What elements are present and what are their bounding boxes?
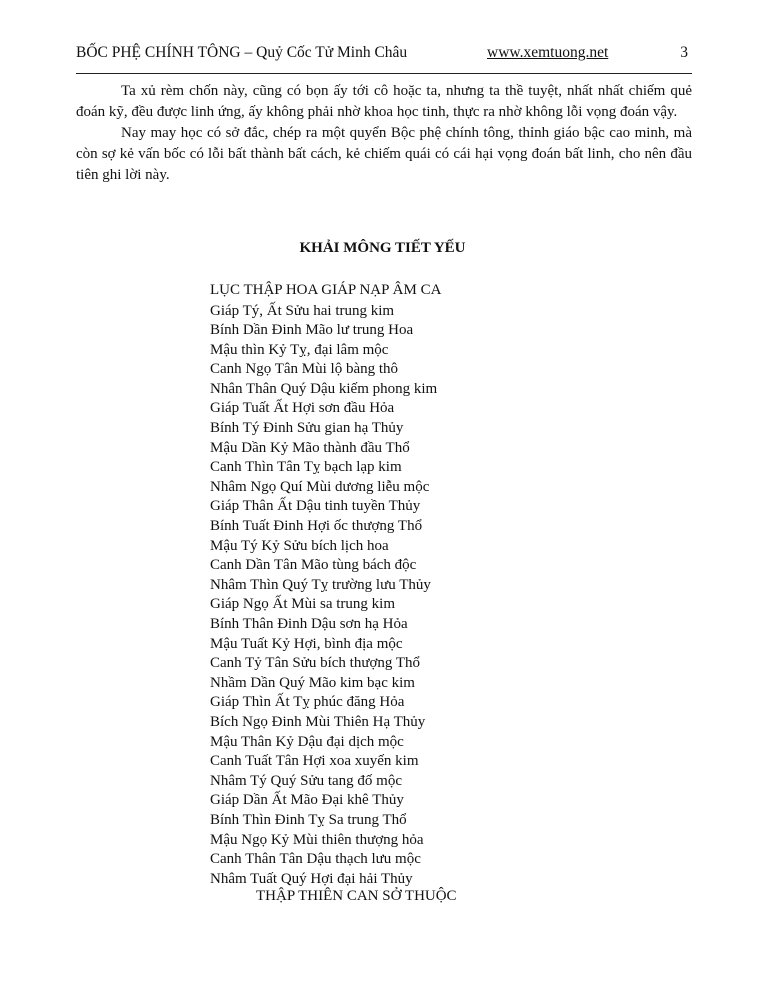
intro-paragraph: Ta xủ rèm chốn này, cũng có bọn ấy tới cô hoặc ta, nhưng ta thề tuyệt, nhất nhất chiếm quẻ đoán kỹ, đều được linh ứng, ấy không phải nhờ khoa học tinh, thực ra nhờ không lỗi vọng đoán vậy. bbox=[76, 83, 692, 120]
verse-line: Giáp Thân Ất Dậu tinh tuyền Thủy bbox=[210, 498, 421, 515]
verse-line: Canh Dần Tân Mão tùng bách độc bbox=[210, 557, 417, 574]
verse-line: Canh Thìn Tân Tỵ bạch lạp kim bbox=[210, 459, 402, 476]
verse-line: Giáp Ngọ Ất Mùi sa trung kim bbox=[210, 596, 395, 613]
verse-line: Bích Ngọ Đinh Mùi Thiên Hạ Thủy bbox=[210, 713, 426, 730]
verse-line: Giáp Thìn Ất Tỵ phúc đăng Hỏa bbox=[210, 694, 405, 711]
document-title: BỐC PHỆ CHÍNH TÔNG – Quỷ Cốc Tử Minh Châu bbox=[76, 44, 408, 61]
verse-line: Nhân Thân Quý Dậu kiếm phong kim bbox=[210, 380, 438, 397]
verse-line: Mậu Dần Kỷ Mão thành đầu Thổ bbox=[210, 439, 410, 456]
verse-line: Mậu Tý Kỷ Sửu bích lịch hoa bbox=[210, 537, 389, 554]
verse-line: Nhâm Ngọ Quí Mùi dương liễu mộc bbox=[210, 478, 430, 495]
verse-line: Giáp Dần Ất Mão Đại khê Thủy bbox=[210, 792, 404, 809]
section-heading bbox=[0, 240, 765, 257]
verse-line: Canh Ngọ Tân Mùi lộ bàng thô bbox=[210, 361, 399, 378]
verse-title: LỤC THẬP HOA GIÁP NẠP ÂM CA bbox=[210, 282, 442, 298]
verse-line: Giáp Tý, Ất Sửu hai trung kim bbox=[210, 302, 395, 319]
verse-line: Bính Tuất Đinh Hợi ốc thượng Thổ bbox=[210, 518, 423, 535]
verse-line: Giáp Tuất Ất Hợi sơn đầu Hỏa bbox=[210, 400, 395, 417]
verse-line: Nhâm Tuất Quý Hợi đại hải Thủy bbox=[210, 870, 413, 887]
verse-line: Bính Thân Đinh Dậu sơn hạ Hỏa bbox=[210, 616, 408, 632]
verse-line: Bính Tý Đinh Sửu gian hạ Thủy bbox=[210, 420, 404, 437]
verse-line: Bính Dần Đinh Mão lư trung Hoa bbox=[210, 322, 414, 339]
header-divider bbox=[76, 73, 692, 74]
verse-line: Nhầm Dần Quý Mão kim bạc kim bbox=[210, 674, 415, 691]
verse-line: Nhâm Thìn Quý Tỵ trường lưu Thủy bbox=[210, 576, 431, 593]
verse-list bbox=[210, 302, 437, 890]
verse-line: Canh Thân Tân Dậu thạch lưu mộc bbox=[210, 851, 421, 868]
subheading: THẬP THIÊN CAN SỞ THUỘC bbox=[256, 888, 457, 904]
verse-line: Canh Tỷ Tân Sửu bích thượng Thổ bbox=[210, 655, 421, 672]
verse-line: Mậu thìn Kỷ Tỵ, đại lâm mộc bbox=[210, 341, 389, 358]
intro-paragraph: Nay may học có sở đắc, chép ra một quyển Bộc phệ chính tông, thỉnh giáo bậc cao minh, mà còn sợ kẻ vấn bốc có lỗi bất thành bất cách, kẻ chiếm quái có cái hại vọng đoán bất linh, cho nên đầu tiên ghi lời này. bbox=[76, 125, 692, 183]
section-heading-text: KHẢI MÔNG TIẾT YẾU bbox=[299, 240, 466, 256]
page-number: 3 bbox=[680, 44, 688, 61]
verse-line: Mậu Ngọ Kỷ Mùi thiên thượng hỏa bbox=[210, 831, 424, 848]
page-header bbox=[76, 44, 692, 70]
intro-text bbox=[76, 81, 692, 186]
verse-line: Canh Tuất Tân Hợi xoa xuyến kim bbox=[210, 753, 419, 770]
verse-line: Nhâm Tý Quý Sửu tang đố mộc bbox=[210, 772, 403, 789]
verse-line: Mậu Thân Kỷ Dậu đại dịch mộc bbox=[210, 733, 404, 750]
website-link[interactable]: www.xemtuong.net bbox=[487, 44, 609, 61]
verse-line: Mậu Tuất Kỷ Hợi, bình địa mộc bbox=[210, 635, 403, 652]
verse-line: Bính Thìn Đinh Tỵ Sa trung Thổ bbox=[210, 811, 407, 828]
